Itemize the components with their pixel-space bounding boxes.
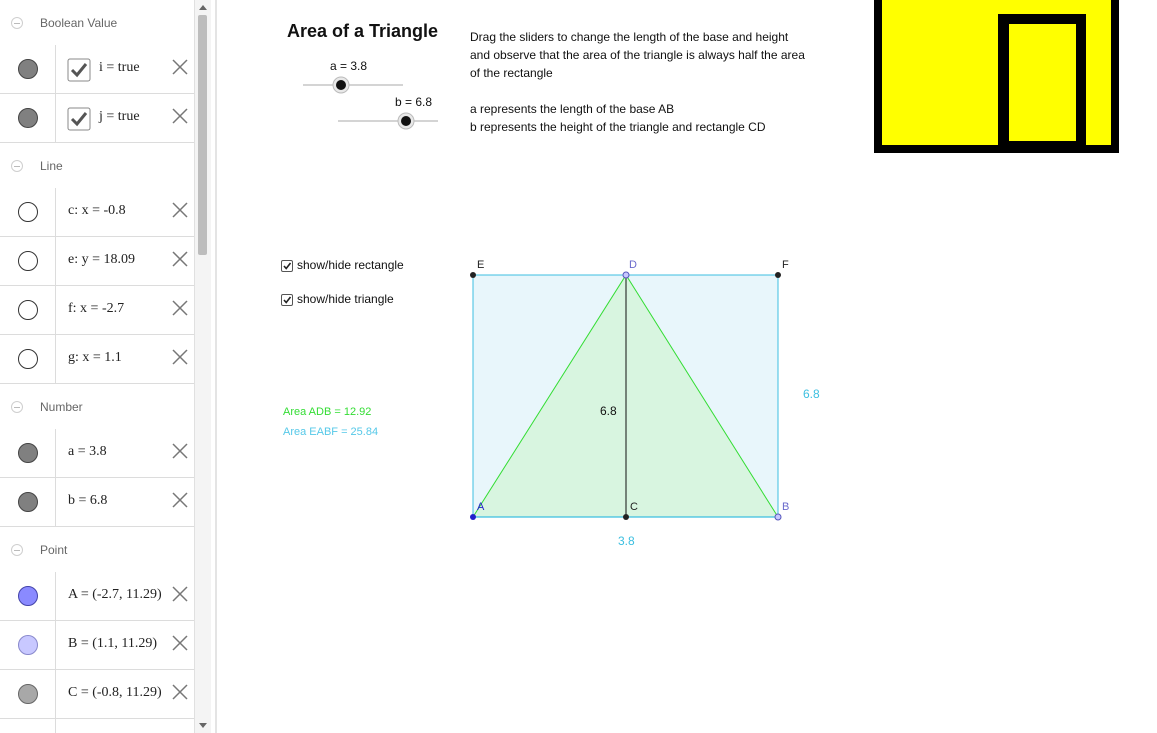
line-expression[interactable]: c: x = -0.8 — [68, 203, 126, 218]
legend-line-b: b represents the height of the triangle and rectangle CD — [470, 120, 766, 134]
category-label: Number — [40, 400, 83, 414]
label-d: D — [629, 259, 637, 271]
point-c[interactable] — [623, 514, 629, 520]
base-length-label: 3.8 — [618, 534, 635, 548]
category-label: Point — [40, 543, 68, 557]
point-e[interactable] — [470, 272, 476, 278]
instructions-line: Drag the sliders to change the length of the base and height — [470, 30, 789, 44]
boolean-expression[interactable]: j = true — [99, 109, 140, 124]
page-title: Area of a Triangle — [287, 21, 439, 41]
point-expression[interactable]: A = (-2.7, 11.29) — [68, 587, 162, 602]
label-a: A — [477, 501, 485, 513]
number-expression[interactable]: b = 6.8 — [68, 493, 108, 508]
instructions-line: and observe that the area of the triangle is always half the area — [470, 48, 805, 62]
side-length-label: 6.8 — [803, 387, 820, 401]
number-expression[interactable]: a = 3.8 — [68, 444, 107, 459]
instructions-line: of the rectangle — [470, 66, 553, 80]
label-c: C — [630, 501, 638, 513]
point-b[interactable] — [775, 514, 781, 520]
area-rectangle-text: Area EABF = 25.84 — [283, 426, 379, 438]
point-f[interactable] — [775, 272, 781, 278]
checkbox-rectangle-label[interactable]: show/hide rectangle — [297, 258, 404, 272]
category-label: Boolean Value — [40, 16, 118, 30]
line-expression[interactable]: g: x = 1.1 — [68, 350, 122, 365]
yellow-door-image — [874, 0, 1119, 153]
point-d[interactable] — [623, 272, 629, 278]
point-a[interactable] — [470, 514, 476, 520]
label-e: E — [477, 259, 485, 271]
legend-line-a: a represents the length of the base AB — [470, 102, 675, 116]
line-expression[interactable]: e: y = 18.09 — [68, 252, 135, 267]
slider-a-label: a = 3.8 — [330, 59, 368, 73]
label-f: F — [782, 259, 789, 271]
line-expression[interactable]: f: x = -2.7 — [68, 301, 125, 316]
point-expression[interactable]: B = (1.1, 11.29) — [68, 636, 158, 651]
label-b: B — [782, 501, 790, 513]
slider-b-label: b = 6.8 — [395, 95, 433, 109]
checkbox-triangle-label[interactable]: show/hide triangle — [297, 292, 394, 306]
point-expression[interactable]: C = (-0.8, 11.29) — [68, 685, 162, 700]
category-label: Line — [40, 159, 63, 173]
height-label: 6.8 — [600, 404, 617, 418]
boolean-expression[interactable]: i = true — [99, 60, 140, 75]
area-triangle-text: Area ADB = 12.92 — [283, 406, 372, 418]
